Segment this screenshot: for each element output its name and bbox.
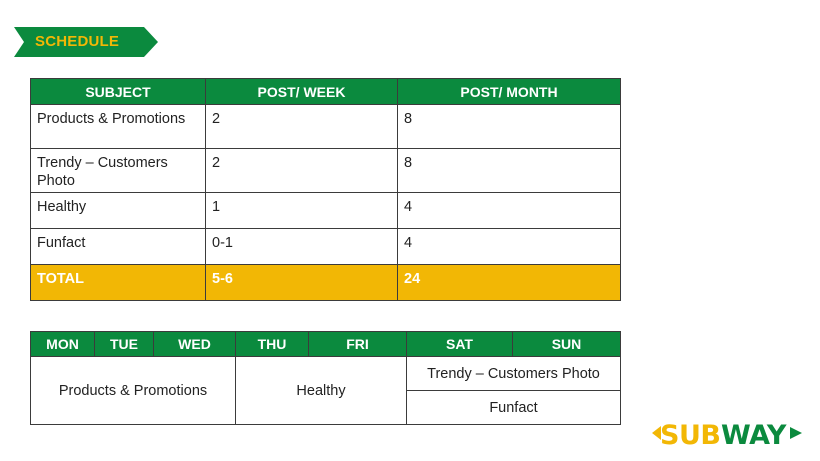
table-row xyxy=(31,149,621,193)
subject-cell: Trendy – Customers Photo xyxy=(31,149,206,193)
month-cell: 8 xyxy=(398,149,621,193)
days-header-row xyxy=(31,332,621,357)
day-wed: WED xyxy=(154,332,236,357)
week-cell: 2 xyxy=(206,105,398,149)
day-sun: SUN xyxy=(513,332,621,357)
sat-sun-topic-top: Trendy – Customers Photo xyxy=(407,357,621,391)
total-week: 5-6 xyxy=(206,265,398,301)
day-tue: TUE xyxy=(95,332,154,357)
header-subject: SUBJECT xyxy=(31,79,206,105)
svg-text:SUB: SUB xyxy=(660,420,721,450)
thu-fri-topic: Healthy xyxy=(236,357,407,425)
day-fri: FRI xyxy=(309,332,407,357)
header-post-month: POST/ MONTH xyxy=(398,79,621,105)
mon-wed-topic: Products & Promotions xyxy=(31,357,236,425)
subject-cell: Healthy xyxy=(31,193,206,229)
month-cell: 8 xyxy=(398,105,621,149)
weekly-schedule-table xyxy=(30,331,621,425)
day-sat: SAT xyxy=(407,332,513,357)
posting-frequency-table xyxy=(30,78,621,301)
svg-text:WAY: WAY xyxy=(721,420,786,450)
total-label: TOTAL xyxy=(31,265,206,301)
week-cell: 0-1 xyxy=(206,229,398,265)
table-header-row xyxy=(31,79,621,105)
table-row xyxy=(31,193,621,229)
total-row xyxy=(31,265,621,301)
week-cell: 2 xyxy=(206,149,398,193)
schedule-title: SCHEDULE xyxy=(35,33,120,50)
schedule-row xyxy=(31,357,621,391)
subject-cell: Products & Promotions xyxy=(31,105,206,149)
total-month: 24 xyxy=(398,265,621,301)
day-mon: MON xyxy=(31,332,95,357)
week-cell: 1 xyxy=(206,193,398,229)
subway-logo-graphic xyxy=(652,416,806,450)
subway-logo xyxy=(652,416,806,455)
table-row xyxy=(31,105,621,149)
day-thu: THU xyxy=(236,332,309,357)
sat-sun-topic-bottom: Funfact xyxy=(407,391,621,425)
month-cell: 4 xyxy=(398,193,621,229)
month-cell: 4 xyxy=(398,229,621,265)
header-post-week: POST/ WEEK xyxy=(206,79,398,105)
table-row xyxy=(31,229,621,265)
subject-cell: Funfact xyxy=(31,229,206,265)
schedule-banner xyxy=(14,27,158,57)
